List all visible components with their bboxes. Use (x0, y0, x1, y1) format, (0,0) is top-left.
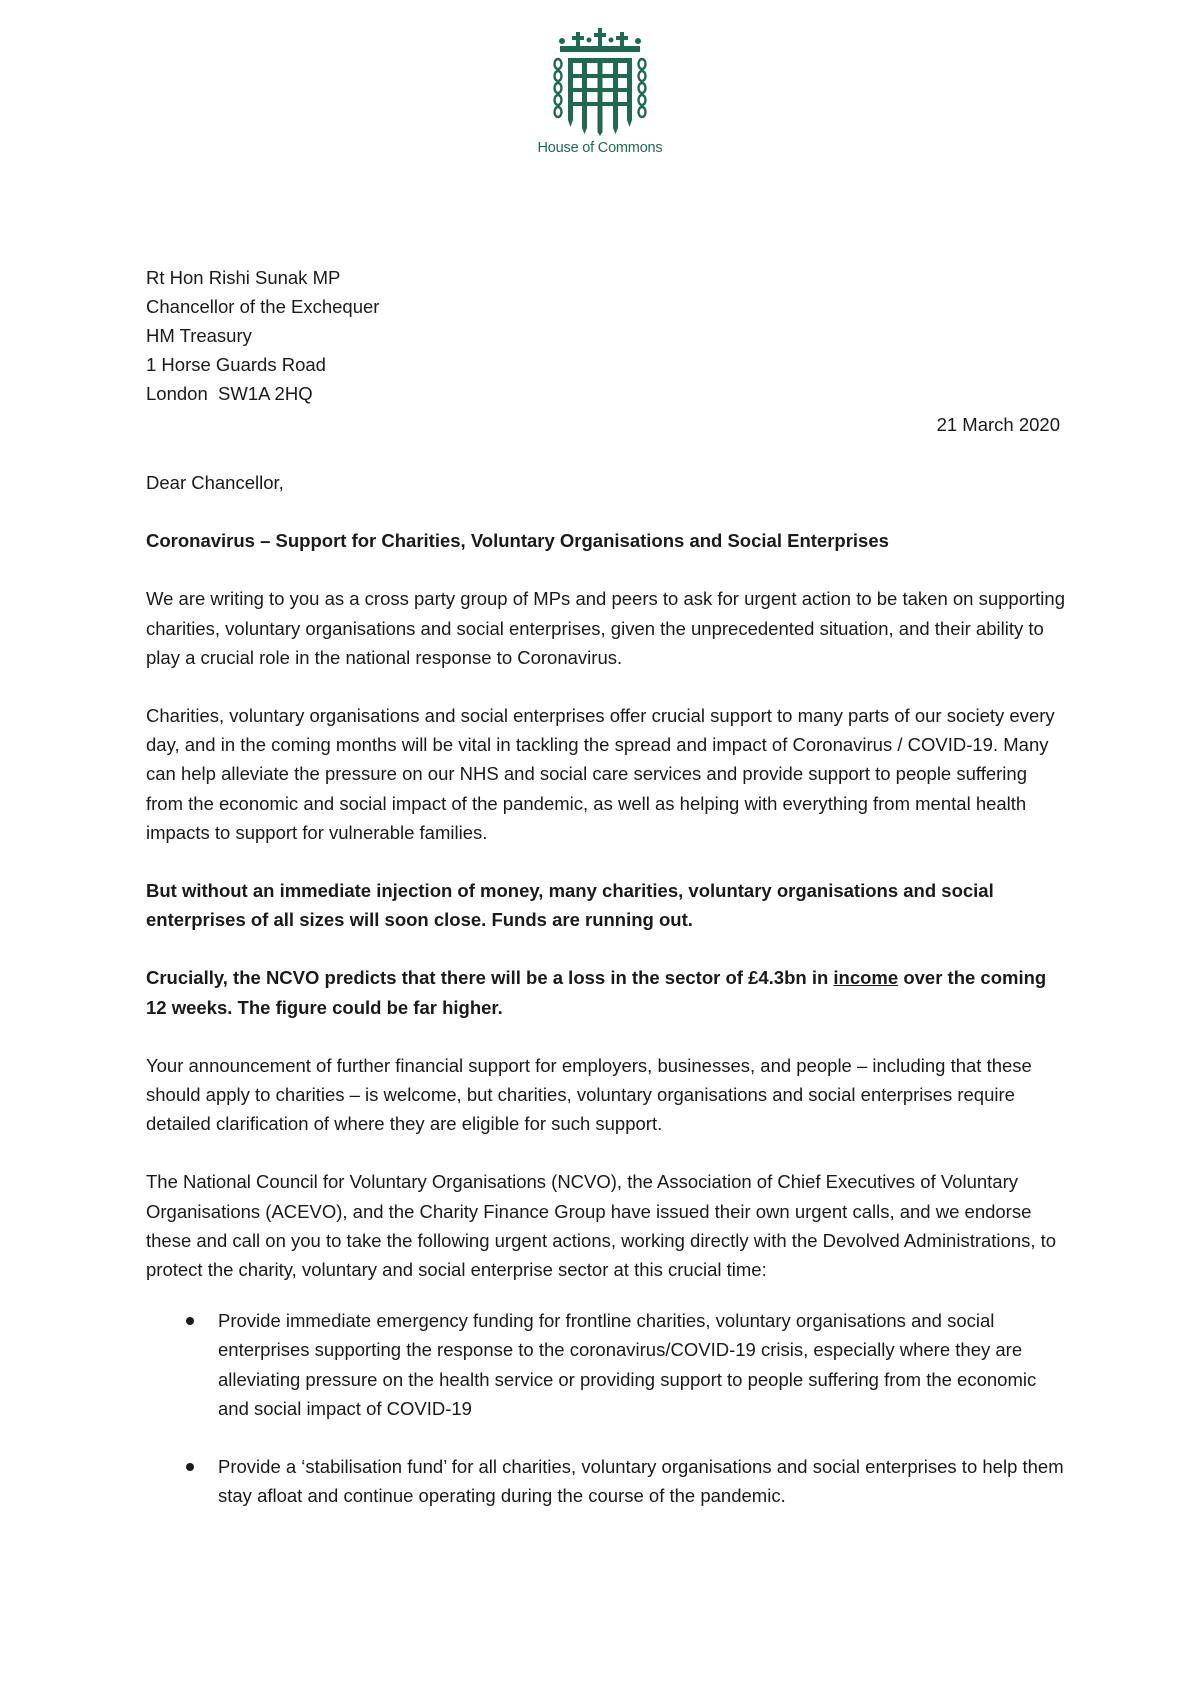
action-list-item (146, 1452, 1066, 1510)
paragraph-urgent-calls: The National Council for Voluntary Organisations (NCVO), the Association of Chief Executives of Voluntary Organisations (ACEVO), and the Charity Finance Group have issued their own urgent calls, and we endorse these and call on you to take the following urgent actions, working directly with the Devolved Administrations, to protect the charity, voluntary and social enterprise sector at this crucial time: (146, 1171, 1057, 1281)
recipient-line: 1 Horse Guards Road (146, 354, 326, 375)
recipient-line: HM Treasury (146, 325, 252, 346)
letterhead (520, 28, 680, 156)
ncvo-text-after: over the coming 12 weeks. The figure could be far higher. (146, 967, 1047, 1018)
subject-line: Coronavirus – Support for Charities, Voluntary Organisations and Social Enterprises (146, 530, 889, 552)
ncvo-text-before: Crucially, the NCVO predicts that there will be a loss in the sector of £4.3bn in (146, 967, 834, 989)
action-list-item (146, 1306, 1066, 1423)
recipient-line: Rt Hon Rishi Sunak MP (146, 267, 341, 288)
bullet-icon (186, 1463, 194, 1471)
paragraph-intro: We are writing to you as a cross party group of MPs and peers to ask for urgent action to be taken on supporting charities, voluntary organisations and social enterprises, given the unprecedented situation, and their ability to play a crucial role in the national response to Coronavirus. (146, 588, 1065, 668)
recipient-address (146, 263, 379, 408)
paragraph-support-role: Charities, voluntary organisations and social enterprises offer crucial support to many parts of our society every day, and in the coming months will be vital in tackling the spread and impact of Coronavirus / COVID-19. Many can help alleviate the pressure on our NHS and social care services and provide support to people suffering from the economic and social impact of the pandemic, as well as helping with everything from mental health impacts to support for vulnerable families. (146, 705, 1055, 843)
letter-body (146, 468, 1066, 1539)
recipient-line: Chancellor of the Exchequer (146, 296, 380, 317)
paragraph-announcement: Your announcement of further financial support for employers, businesses, and people – including that these should apply to charities – is welcome, but charities, voluntary organisations and social enterprises require detailed clarification of where they are eligible for such support. (146, 1054, 1032, 1135)
letter-date: 21 March 2020 (936, 414, 1060, 435)
action-text: Provide a ‘stabilisation fund’ for all charities, voluntary organisations and social enterprises to help them stay afloat and continue operating during the course of the pandemic. (218, 1456, 1064, 1507)
paragraph-ncvo-prediction (146, 963, 1066, 1021)
ncvo-text-income: income (833, 967, 899, 989)
salutation: Dear Chancellor, (146, 472, 284, 493)
paragraph-funding-warning: But without an immediate injection of money, many charities, voluntary organisations and social enterprises of all sizes will soon close. Funds are running out. (146, 880, 994, 931)
letterhead-org-name: House of Commons (537, 140, 663, 156)
action-text: Provide immediate emergency funding for frontline charities, voluntary organisations and social enterprises supporting the response to the coronavirus/COVID-19 crisis, especially where they are alleviating pressure on the health service or providing support to people suffering from the economic and social impact of COVID-19 (218, 1310, 1037, 1419)
recipient-line: London SW1A 2HQ (146, 383, 313, 404)
bullet-icon (186, 1317, 194, 1325)
portcullis-icon (552, 28, 648, 136)
action-list (146, 1306, 1066, 1510)
